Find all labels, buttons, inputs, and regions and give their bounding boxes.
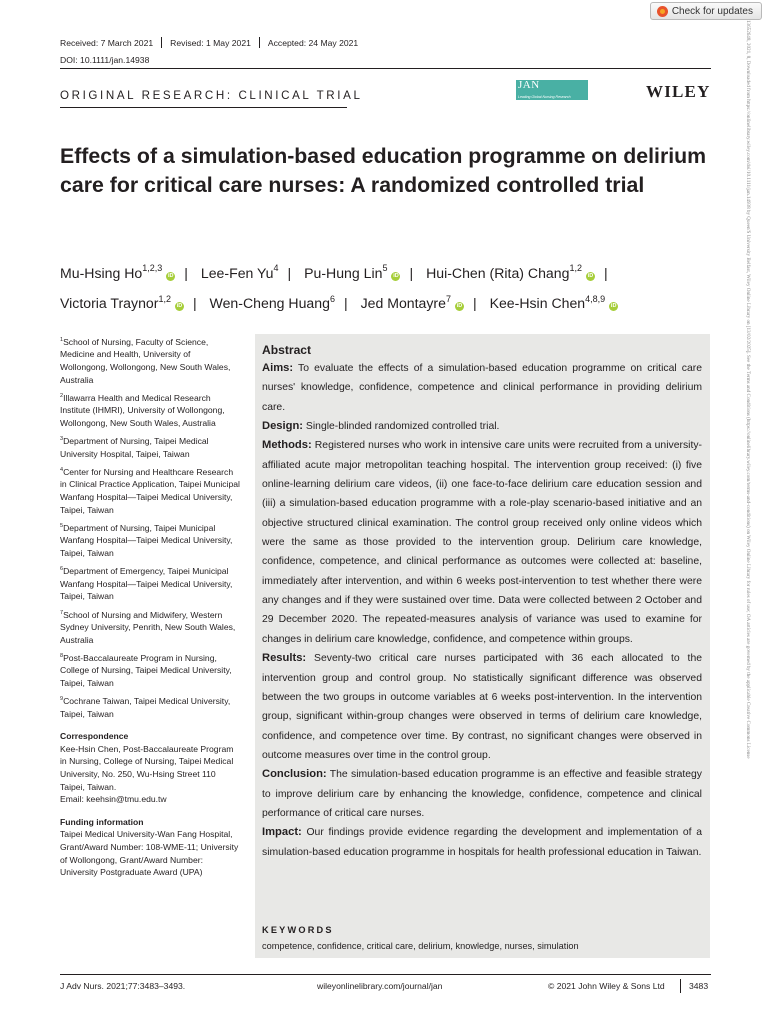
funding-text: Taipei Medical University-Wan Fang Hospital, Grant/Award Number: 108-WME-11; University of Wollongong, Grant/Award Number: University Postgraduate Award (UPA) <box>60 829 239 878</box>
author-separator: | <box>472 295 477 312</box>
author[interactable] <box>304 265 400 281</box>
left-column <box>60 334 240 879</box>
affiliation-marker: 5 <box>60 522 64 529</box>
author-list <box>60 256 720 317</box>
affiliation <box>60 650 240 690</box>
author[interactable] <box>490 295 619 311</box>
author-separator: | <box>192 295 197 312</box>
journal-url[interactable]: wileyonlinelibrary.com/journal/jan <box>317 981 443 991</box>
affiliation-marker: 9 <box>60 696 64 703</box>
copyright: © 2021 John Wiley & Sons Ltd <box>548 981 665 991</box>
doi[interactable]: DOI: 10.1111/jan.14938 <box>60 55 150 65</box>
author[interactable] <box>361 295 464 311</box>
author-name: Victoria Traynor <box>60 295 159 312</box>
check-for-updates-button[interactable] <box>650 2 762 20</box>
article-type-label: ORIGINAL RESEARCH: CLINICAL TRIAL <box>60 89 363 102</box>
journal-citation: J Adv Nurs. 2021;77:3483–3493. <box>60 981 186 991</box>
affiliation-marker: 2 <box>60 392 64 399</box>
affiliation-text: School of Nursing, Faculty of Science, Medicine and Health, University of Wollongong, Wollongong, New South Wales, Australia <box>60 336 231 385</box>
article-title: Effects of a simulation-based education programme on delirium care for critical care nurses: A randomized controlled trial <box>60 144 707 197</box>
divider <box>259 37 260 48</box>
affiliation-text: School of Nursing and Midwifery, Western Sydney University, Penrith, New South Wales, Australia <box>60 609 236 645</box>
affiliation-text: Illawarra Health and Medical Research Institute (IHMRI), University of Wollongong, Wollongong, New South Wales, Australia <box>60 392 225 428</box>
author-separator: | <box>603 264 608 281</box>
author-affiliation-marker: 1,2 <box>569 263 582 273</box>
abstract-section-label: Impact: <box>262 826 302 839</box>
abstract-section-text: Seventy-two critical care nurses participated with 36 each allocated to the intervention group and control group. No statistically significant difference was observed between the two groups in outcome variables at 6 weeks post-intervention. In the intervention group, significant within-group changes were observed in terms of delirium care knowledge, confidence, and competence over time. By contrast, no significant changes were observed in outcome measures over time in the control group. <box>262 653 703 761</box>
keywords-heading: KEYWORDS <box>262 925 334 935</box>
abstract-section-label: Aims: <box>262 362 294 374</box>
footer-rule <box>60 974 711 975</box>
author-affiliation-marker: 6 <box>329 293 335 304</box>
affiliation <box>60 520 240 560</box>
header-rule <box>60 68 711 69</box>
abstract-section-label: Design: <box>262 420 304 433</box>
publisher-logo: WILEY <box>646 82 711 101</box>
abstract-section <box>262 359 702 417</box>
affiliation <box>60 334 240 386</box>
abstract-heading: Abstract <box>262 343 312 357</box>
footer-divider <box>680 979 681 993</box>
page-number: 3483 <box>689 981 709 991</box>
author-affiliation-marker: 7 <box>445 293 451 304</box>
orcid-icon[interactable]: iD <box>610 303 617 310</box>
journal-logo <box>516 80 588 100</box>
journal-logo-text: JAN <box>518 79 540 91</box>
author-separator: | <box>409 264 414 281</box>
abstract-section-text: Our findings provide evidence regarding the development and implementation of a simulation-based education programme in hospitals for health professional education in Taiwan. <box>262 827 703 858</box>
funding-heading: Funding information <box>60 816 144 827</box>
author[interactable] <box>426 265 595 281</box>
abstract-section <box>262 436 702 649</box>
affiliation-marker: 3 <box>60 436 64 443</box>
affiliation-text: Department of Emergency, Taipei Municipal Wanfang Hospital—Taipei Medical University, Taipei, Taiwan <box>60 566 233 602</box>
affiliation-text: Post-Baccalaureate Program in Nursing, College of Nursing, Taipei Medical University, Taipei, Taiwan <box>60 652 232 688</box>
affiliation-text: Department of Nursing, Taipei Medical University Hospital, Taipei, Taiwan <box>60 436 209 459</box>
author-name: Jed Montayre <box>360 295 446 312</box>
affiliation-text: Cochrane Taiwan, Taipei Medical University, Taipei, Taiwan <box>60 696 231 719</box>
author-affiliation-marker: 1,2,3 <box>142 263 163 273</box>
abstract-sections <box>262 359 702 862</box>
article-type-rule <box>60 107 347 108</box>
orcid-icon[interactable]: iD <box>456 303 463 310</box>
affiliation-marker: 1 <box>60 337 64 343</box>
correspondence-text: Kee-Hsin Chen, Post-Baccalaureate Program in Nursing, College of Nursing, Taipei Medical University, No. 250, Wu-Hsing Street 110 Taipei, Taiwan. <box>60 743 234 792</box>
author-name: Kee-Hsin Chen <box>489 295 586 312</box>
article-dates <box>60 37 358 48</box>
accepted-date: Accepted: 24 May 2021 <box>267 37 359 48</box>
affiliation-marker: 6 <box>60 566 64 573</box>
correspondence-email[interactable]: Email: keehsin@tmu.edu.tw <box>60 794 167 805</box>
received-date: Received: 7 March 2021 <box>60 37 154 48</box>
keywords: competence, confidence, critical care, delirium, knowledge, nurses, simulation <box>262 941 579 951</box>
author-separator: | <box>184 264 188 281</box>
author-separator: | <box>287 264 292 281</box>
affiliation-text: Center for Nursing and Healthcare Research in Clinical Practice Application, Taipei Municipal Wanfang Hospital—Taipei Medical University, Taipei, Taiwan <box>60 466 240 515</box>
author-affiliation-marker: 5 <box>382 263 388 273</box>
author-separator: | <box>343 295 348 312</box>
affiliation <box>60 390 240 430</box>
author-name: Wen-Cheng Huang <box>209 295 330 312</box>
abstract-section-text: Single-blinded randomized controlled trial. <box>305 421 500 433</box>
affiliation <box>60 693 240 720</box>
abstract-section <box>262 417 702 436</box>
author-name: Mu-Hsing Ho <box>60 264 143 281</box>
author[interactable] <box>201 265 279 281</box>
download-note: 13652648, 2021, 8, Downloaded from https://onlinelibrary.wiley.com/doi/10.1111/jan.14938 by Queen'S University Belfast, Wiley Online Library on [13/02/2025]. See the Terms and Conditions (https://onlinelibrary.wiley.com/terms-and-conditions) on Wiley Online Library for rules of use; OA articles are governed by the applicable Creative Commons License <box>745 20 751 759</box>
author-affiliation-marker: 4,8,9 <box>585 293 606 304</box>
affiliation-list <box>60 334 240 720</box>
author[interactable] <box>60 295 184 311</box>
author[interactable] <box>210 295 335 311</box>
author[interactable] <box>60 265 175 281</box>
affiliation-text: Department of Nursing, Taipei Municipal Wanfang Hospital—Taipei Medical University, Taipei, Taiwan <box>60 522 233 558</box>
revised-date: Revised: 1 May 2021 <box>170 37 251 48</box>
affiliation <box>60 433 240 460</box>
author-affiliation-marker: 1,2 <box>158 293 171 304</box>
author-affiliation-marker: 4 <box>273 263 279 273</box>
abstract-section <box>262 649 702 765</box>
affiliation-marker: 8 <box>60 652 64 659</box>
affiliation <box>60 607 240 647</box>
check-for-updates-label: Check for updates <box>671 5 753 17</box>
author-name: Hui-Chen (Rita) Chang <box>426 264 570 281</box>
orcid-icon[interactable]: iD <box>393 272 399 279</box>
abstract-section-text: Registered nurses who work in intensive care units were recruited from a university-affiliated acute major metropolitan teaching hospital. The intervention group received: (i) five online-learning delirium care videos, (ii) one face-to-face delirium care education session and (iii) a simulation-based education programme with a role-play scenario-based initiative and an objective structured clinical examination. The control group received only online videos which were the same as those provided to the intervention group. Delirium care knowledge, confidence, competence, and clinical performance as outcomes were collected at: baseline, immediately after intervention, and within 6 weeks post-intervention to test whether there were any changes and if they were sustained over time. Data were collected between 2 October and 29 December 2020. The repeated-measures analysis of variance was used to examine for changes in delirium care knowledge, confidence, and competence within groups. <box>262 440 702 645</box>
download-note-strip <box>733 20 757 1000</box>
abstract-section-text: To evaluate the effects of a simulation-based education programme on critical care nurses' knowledge, confidence, competence and clinical performance in providing delirium care. <box>262 363 702 413</box>
correspondence-heading: Correspondence <box>60 731 129 742</box>
abstract-section-text: The simulation-based education programme is an effective and feasible strategy to improve delirium care by enhancing the knowledge, confidence, competence and clinical performance of critical care nurses. <box>262 769 702 819</box>
journal-tagline: Leading Global Nursing Research <box>518 95 571 99</box>
abstract-section-label: Conclusion: <box>262 768 327 781</box>
abstract <box>262 341 702 862</box>
affiliation-marker: 4 <box>60 466 64 473</box>
crossmark-icon <box>657 6 668 17</box>
abstract-section <box>262 823 702 862</box>
author-name: Pu-Hung Lin <box>304 264 383 281</box>
affiliation <box>60 464 240 516</box>
abstract-section-label: Methods: <box>262 439 312 452</box>
orcid-icon[interactable]: iD <box>168 272 174 279</box>
orcid-icon[interactable]: iD <box>176 303 183 310</box>
orcid-icon[interactable]: iD <box>587 272 594 279</box>
abstract-section <box>262 765 702 823</box>
divider <box>161 37 162 48</box>
author-name: Lee-Fen Yu <box>200 264 274 281</box>
affiliation <box>60 563 240 603</box>
abstract-section-label: Results: <box>262 652 307 665</box>
affiliation-marker: 7 <box>60 609 64 616</box>
